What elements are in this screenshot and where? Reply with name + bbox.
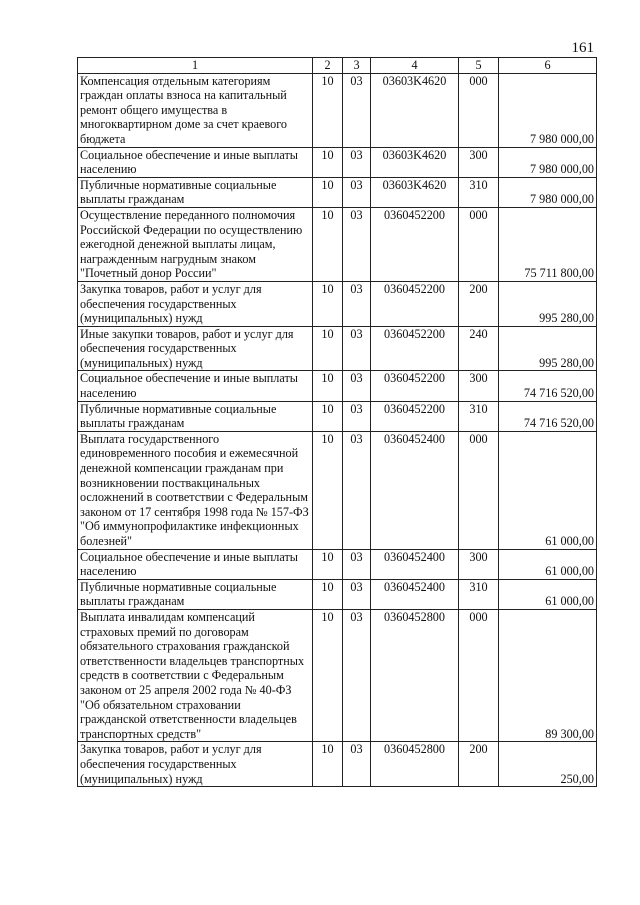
row-amount-cell: 61 000,00 — [499, 579, 597, 609]
row-section-cell: 10 — [313, 371, 343, 401]
row-expense-type-cell: 000 — [459, 207, 499, 281]
table-row — [78, 371, 597, 401]
row-section-cell: 10 — [313, 281, 343, 326]
row-name-cell: Социальное обеспечение и иные выплаты населению — [78, 549, 313, 579]
row-target-cell: 0360452800 — [371, 742, 459, 787]
table-row — [78, 326, 597, 371]
table-row — [78, 431, 597, 549]
row-amount-cell: 75 711 800,00 — [499, 207, 597, 281]
table-body — [78, 73, 597, 787]
column-header: 2 — [313, 58, 343, 74]
row-subsection-cell: 03 — [343, 207, 371, 281]
table-row — [78, 281, 597, 326]
row-expense-type-cell: 240 — [459, 326, 499, 371]
row-name-cell: Выплата государственного единовременного пособия и ежемесячной денежной компенсации гражданам при возникновении поствакцинальных осложнений в соответствии с Федеральным законом от 17 сентября 1998 года № 157-ФЗ "Об иммунопрофилактике инфекционных болезней" — [78, 431, 313, 549]
row-subsection-cell: 03 — [343, 742, 371, 787]
row-target-cell: 0360452200 — [371, 207, 459, 281]
row-name-cell: Социальное обеспечение и иные выплаты населению — [78, 371, 313, 401]
table-row — [78, 742, 597, 787]
column-header: 3 — [343, 58, 371, 74]
row-expense-type-cell: 300 — [459, 549, 499, 579]
row-subsection-cell: 03 — [343, 549, 371, 579]
row-amount-cell: 7 980 000,00 — [499, 73, 597, 147]
row-amount-cell: 74 716 520,00 — [499, 371, 597, 401]
page-number: 161 — [571, 40, 594, 56]
row-section-cell: 10 — [313, 326, 343, 371]
row-amount-cell: 74 716 520,00 — [499, 401, 597, 431]
row-subsection-cell: 03 — [343, 147, 371, 177]
row-section-cell: 10 — [313, 401, 343, 431]
row-target-cell: 0360452800 — [371, 609, 459, 741]
row-expense-type-cell: 310 — [459, 401, 499, 431]
row-target-cell: 0360452200 — [371, 326, 459, 371]
row-subsection-cell: 03 — [343, 609, 371, 741]
row-expense-type-cell: 200 — [459, 742, 499, 787]
row-section-cell: 10 — [313, 207, 343, 281]
row-name-cell: Публичные нормативные социальные выплаты гражданам — [78, 401, 313, 431]
row-name-cell: Закупка товаров, работ и услуг для обеспечения государственных (муниципальных) нужд — [78, 742, 313, 787]
table-row — [78, 401, 597, 431]
row-section-cell: 10 — [313, 177, 343, 207]
row-name-cell: Публичные нормативные социальные выплаты гражданам — [78, 177, 313, 207]
row-subsection-cell: 03 — [343, 401, 371, 431]
row-expense-type-cell: 000 — [459, 609, 499, 741]
row-amount-cell: 995 280,00 — [499, 281, 597, 326]
row-name-cell: Публичные нормативные социальные выплаты гражданам — [78, 579, 313, 609]
row-amount-cell: 995 280,00 — [499, 326, 597, 371]
row-section-cell: 10 — [313, 549, 343, 579]
table-row — [78, 549, 597, 579]
row-target-cell: 0360452400 — [371, 549, 459, 579]
row-subsection-cell: 03 — [343, 326, 371, 371]
row-section-cell: 10 — [313, 147, 343, 177]
row-expense-type-cell: 300 — [459, 371, 499, 401]
row-section-cell: 10 — [313, 742, 343, 787]
row-target-cell: 0360452200 — [371, 281, 459, 326]
row-name-cell: Осуществление переданного полномочия Российской Федерации по осуществлению ежегодной денежной выплаты лицам, награжденным нагрудным знаком "Почетный донор России" — [78, 207, 313, 281]
row-expense-type-cell: 000 — [459, 431, 499, 549]
row-expense-type-cell: 300 — [459, 147, 499, 177]
row-section-cell: 10 — [313, 609, 343, 741]
row-section-cell: 10 — [313, 431, 343, 549]
row-subsection-cell: 03 — [343, 177, 371, 207]
row-name-cell: Закупка товаров, работ и услуг для обеспечения государственных (муниципальных) нужд — [78, 281, 313, 326]
budget-table — [77, 57, 597, 787]
row-amount-cell: 61 000,00 — [499, 549, 597, 579]
row-section-cell: 10 — [313, 579, 343, 609]
row-subsection-cell: 03 — [343, 371, 371, 401]
table-row — [78, 73, 597, 147]
row-amount-cell: 7 980 000,00 — [499, 147, 597, 177]
row-name-cell: Иные закупки товаров, работ и услуг для обеспечения государственных (муниципальных) нужд — [78, 326, 313, 371]
row-target-cell: 0360452200 — [371, 401, 459, 431]
row-subsection-cell: 03 — [343, 281, 371, 326]
row-expense-type-cell: 200 — [459, 281, 499, 326]
table-row — [78, 147, 597, 177]
header-row — [78, 58, 597, 74]
table-row — [78, 177, 597, 207]
row-subsection-cell: 03 — [343, 579, 371, 609]
row-amount-cell: 89 300,00 — [499, 609, 597, 741]
table-row — [78, 207, 597, 281]
row-target-cell: 03603K4620 — [371, 147, 459, 177]
row-target-cell: 03603K4620 — [371, 177, 459, 207]
row-expense-type-cell: 310 — [459, 177, 499, 207]
row-expense-type-cell: 000 — [459, 73, 499, 147]
row-target-cell: 0360452400 — [371, 431, 459, 549]
row-expense-type-cell: 310 — [459, 579, 499, 609]
row-amount-cell: 250,00 — [499, 742, 597, 787]
row-target-cell: 0360452400 — [371, 579, 459, 609]
row-name-cell: Социальное обеспечение и иные выплаты населению — [78, 147, 313, 177]
column-header: 1 — [78, 58, 313, 74]
row-name-cell: Выплата инвалидам компенсаций страховых премий по договорам обязательного страхования гражданской ответственности владельцев транспортных средств в соответствии с Федеральным законом от 25 апреля 2002 года № 40-ФЗ "Об обязательном страховании гражданской ответственности владельцев транспортных средств" — [78, 609, 313, 741]
row-amount-cell: 61 000,00 — [499, 431, 597, 549]
row-subsection-cell: 03 — [343, 73, 371, 147]
row-section-cell: 10 — [313, 73, 343, 147]
table-row — [78, 609, 597, 741]
column-header: 4 — [371, 58, 459, 74]
row-target-cell: 0360452200 — [371, 371, 459, 401]
row-amount-cell: 7 980 000,00 — [499, 177, 597, 207]
row-target-cell: 03603K4620 — [371, 73, 459, 147]
column-header: 5 — [459, 58, 499, 74]
row-subsection-cell: 03 — [343, 431, 371, 549]
row-name-cell: Компенсация отдельным категориям граждан оплаты взноса на капитальный ремонт общего имущества в многоквартирном доме за счет краевого бюджета — [78, 73, 313, 147]
table-row — [78, 579, 597, 609]
column-header: 6 — [499, 58, 597, 74]
